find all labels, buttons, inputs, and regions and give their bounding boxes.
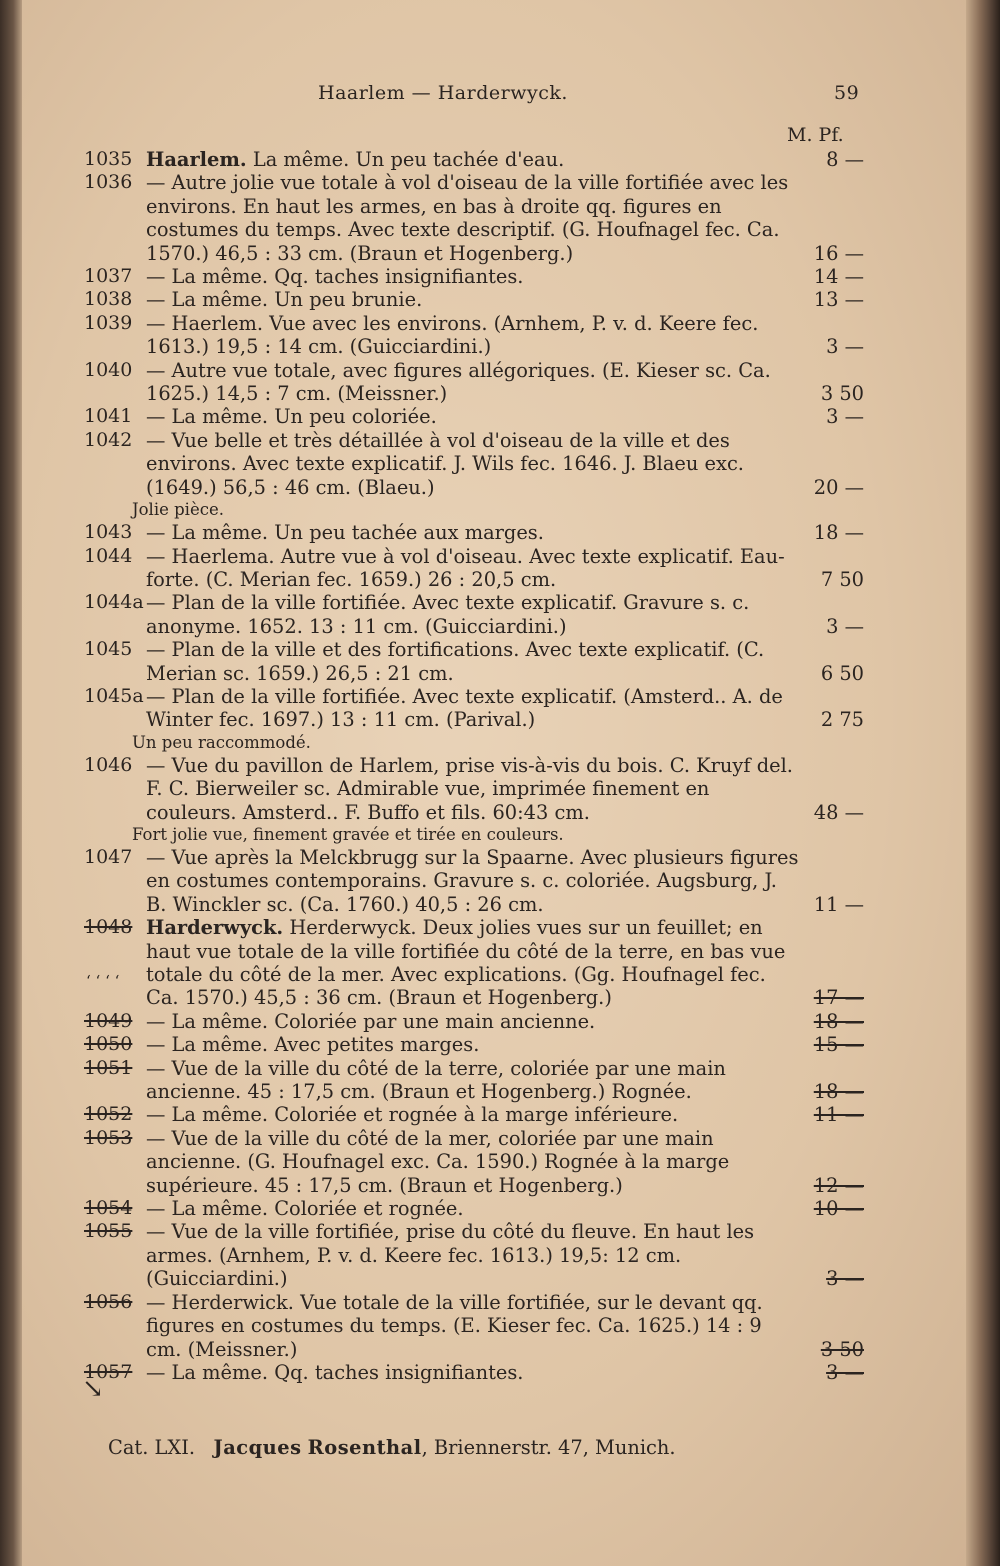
pencil-arrow-mark: ↘ [82,1374,104,1404]
entry-number: 1052 [84,1103,133,1126]
catalog-entry [84,545,864,592]
entry-price: 6 50 [820,661,864,685]
catalog-entry [84,265,864,288]
entry-price: 3 — [826,405,864,429]
entry-note: Un peu raccommodé. [132,732,311,752]
catalog-entry [84,1361,864,1384]
catalog-entry [84,148,864,171]
dealer-first-name: Jacques [213,1436,302,1459]
catalog-entry [84,312,864,359]
entry-price: 10 — [813,1197,864,1221]
entry-description: — Plan de la ville et des fortifications. Avec texte explicatif. (C. Merian sc. 1659.) 26,5 : 21 cm. [146,638,765,685]
page-edge [966,0,1000,1566]
catalog-entry [84,359,864,406]
entry-number: 1045 [84,638,133,661]
entry-price: 13 — [813,288,864,312]
entry-number: 1038 [84,288,133,311]
entry-number: 1039 [84,311,133,334]
entry-price: 18 — [813,1080,864,1104]
entry-description: La même. Un peu tachée d'eau. [252,148,565,171]
entry-description: — Plan de la ville fortifiée. Avec texte explicatif. (Amsterd.. A. de Winter fec. 1697.) 13 : 11 cm. (Parival.) [146,684,783,732]
entry-number: 1054 [84,1197,133,1220]
catalog-entry [84,916,864,1010]
catalog-entry [84,1127,864,1197]
entry-description: — La même. Un peu coloriée. [146,405,437,429]
catalog-entry [84,521,864,544]
entry-number: 1051 [84,1056,133,1079]
catalog-number: Cat. LXI. [108,1436,196,1459]
entry-price: 3 — [826,614,864,638]
entry-price: 7 50 [820,567,864,591]
entry-description: — Vue de la ville du côté de la mer, coloriée par une main ancienne. (G. Houfnagel exc. Ca. 1590.) Rognée à la marge supérieure. 45 : 17,5 cm. (Braun et Hogenberg.) [146,1126,730,1197]
entry-description: — Vue de la ville fortifiée, prise du côté du fleuve. En haut les armes. (Arnhem, P. v. d. Keere fec. 1613.) 19,5: 12 cm. (Guicciardini.) [146,1220,755,1291]
page-number: 59 [834,82,860,104]
entry-description: — Plan de la ville fortifiée. Avec texte explicatif. Gravure s. c. anonyme. 1652. 13 : 11 cm. (Guicciardini.) [146,591,750,638]
entry-description: — Autre vue totale, avec figures allégoriques. (E. Kieser sc. Ca. 1625.) 14,5 : 7 cm. (Meissner.) [146,358,771,406]
catalog-entry [84,1197,864,1220]
book-spine [0,0,22,1566]
entry-number: 1050 [84,1033,133,1056]
entry-place-name: Haarlem. [146,148,247,171]
entry-description: — La même. Coloriée et rognée à la marge inférieure. [146,1103,679,1127]
page-footer [108,1436,908,1459]
entry-price: 11 — [813,1103,864,1127]
entry-price: 17 — [813,986,864,1010]
price-column-heading: M. Pf. [787,124,844,146]
entry-price: 3 — [826,1360,864,1384]
entry-number: 1044a [84,591,144,614]
entry-price: 48 — [813,800,864,824]
entry-price: 2 75 [820,708,864,732]
entry-number: 1040 [84,358,133,381]
entry-price: 8 — [826,148,864,171]
entry-number: 1047 [84,845,133,868]
entry-description: Herderwyck. Deux jolies vues sur un feuillet; en haut vue totale de la ville fortifiée du côté de la terre, en bas vue totale du côté de la mer. Avec explications. (Gg. Houfnagel fec. Ca. 1570.) 45,5 : 36 cm. (Braun et Hogenberg.) [146,916,786,1010]
entry-number: 1055 [84,1220,133,1243]
catalog-entry [84,1291,864,1361]
running-header [22,82,966,112]
entry-description: — Haerlema. Autre vue à vol d'oiseau. Avec texte explicatif. Eau-forte. (C. Merian fec. 1659.) 26 : 20,5 cm. [146,544,785,591]
entry-number: 1037 [84,265,133,288]
dealer-address: , Briennerstr. 47, Munich. [421,1436,676,1459]
entry-description: — Vue belle et très détaillée à vol d'oiseau de la ville et des environs. Avec texte explicatif. J. Wils fec. 1646. J. Blaeu exc. (1649.) 56,5 : 46 cm. (Blaeu.) [146,428,744,499]
entry-price: 3 50 [820,382,864,406]
catalog-entry [84,1033,864,1056]
entry-description: — Haerlem. Vue avec les environs. (Arnhem, P. v. d. Keere fec. 1613.) 19,5 : 14 cm. (Guicciardini.) [146,311,759,359]
catalog-entry [84,1103,864,1126]
entry-description: — Autre jolie vue totale à vol d'oiseau de la ville fortifiée avec les environs. En haut les armes, en bas à droite qq. figures en costumes du temps. Avec texte descriptif. (G. Houfnagel fec. Ca. 1570.) 46,5 : 33 cm. (Braun et Hogenberg.) [146,171,789,265]
catalog-entry [84,1220,864,1290]
entry-price: 16 — [813,241,864,265]
dealer-last-name: Rosenthal [307,1436,422,1459]
entry-number: 1053 [84,1126,133,1149]
entry-description: — La même. Qq. taches insignifiantes. [146,1360,524,1384]
page-title: Haarlem — Harderwyck. [318,82,568,104]
entry-number: 1036 [84,171,133,194]
catalog-entry [84,1057,864,1104]
entry-price: 18 — [813,521,864,545]
entry-number: 1049 [84,1009,133,1032]
entry-price: 3 50 [820,1337,864,1361]
entry-price: 3 — [826,1267,864,1291]
entry-price: 18 — [813,1009,864,1033]
entry-description: — Vue du pavillon de Harlem, prise vis-à-vis du bois. C. Kruyf del. F. C. Bierweiler sc. Admirable vue, imprimée finement en couleurs. Amsterd.. F. Buffo et fils. 60:43 cm. [146,753,793,824]
entry-price: 20 — [813,475,864,499]
catalog-entry [84,591,864,638]
entry-number: 1041 [84,405,133,428]
catalog-entry [84,288,864,311]
catalog-entries [84,148,864,1384]
entry-number: 1035 [84,148,133,170]
catalog-entry [84,1010,864,1033]
entry-number: 1044 [84,544,133,567]
catalog-entry [84,405,864,428]
catalog-entry [84,846,864,916]
catalog-entry [84,638,864,685]
entry-price: 14 — [813,265,864,289]
entry-price: 11 — [813,892,864,916]
entry-number: 1056 [84,1290,133,1313]
entry-number: 1046 [84,753,133,776]
entry-number: 1042 [84,428,133,451]
entry-description: — La même. Coloriée et rognée. [146,1197,464,1221]
entry-number: 1043 [84,521,133,544]
entry-price: 3 — [826,335,864,359]
entry-description: — La même. Un peu tachée aux marges. [146,521,544,545]
entry-price: 15 — [813,1033,864,1057]
catalog-entry [84,429,864,499]
entry-note: Fort jolie vue, finement gravée et tirée en couleurs. [132,824,564,844]
entry-number: 1048 [84,916,133,939]
entry-number: 1045a [84,684,144,707]
entry-note: Jolie pièce. [132,500,224,520]
entry-description: — Herderwick. Vue totale de la ville fortifiée, sur le devant qq. figures en costumes du temps. (E. Kieser fec. Ca. 1625.) 14 : 9 cm. (Meissner.) [146,1290,763,1361]
entry-description: — La même. Coloriée par une main ancienne. [146,1009,596,1033]
pencil-tick-marks: ʻ ʻ ʻ ʻ [86,972,120,990]
entry-price: 12 — [813,1173,864,1197]
entry-description: — Vue après la Melckbrugg sur la Spaarne. Avec plusieurs figures en costumes contemporains. Gravure s. c. coloriée. Augsburg, J. B. Winckler sc. (Ca. 1760.) 40,5 : 26 cm. [146,845,799,916]
entry-place-name: Harderwyck. [146,916,284,940]
entry-description: — La même. Qq. taches insignifiantes. [146,265,524,289]
catalog-entry [84,754,864,824]
entry-description: — Vue de la ville du côté de la terre, coloriée par une main ancienne. 45 : 17,5 cm. (Braun et Hogenberg.) Rognée. [146,1056,726,1104]
catalog-entry [84,171,864,265]
catalog-page [22,0,966,1566]
catalog-entry [84,685,864,732]
entry-description: — La même. Avec petites marges. [146,1033,480,1057]
entry-description: — La même. Un peu brunie. [146,288,423,312]
entry-number: 1057 [84,1360,133,1383]
